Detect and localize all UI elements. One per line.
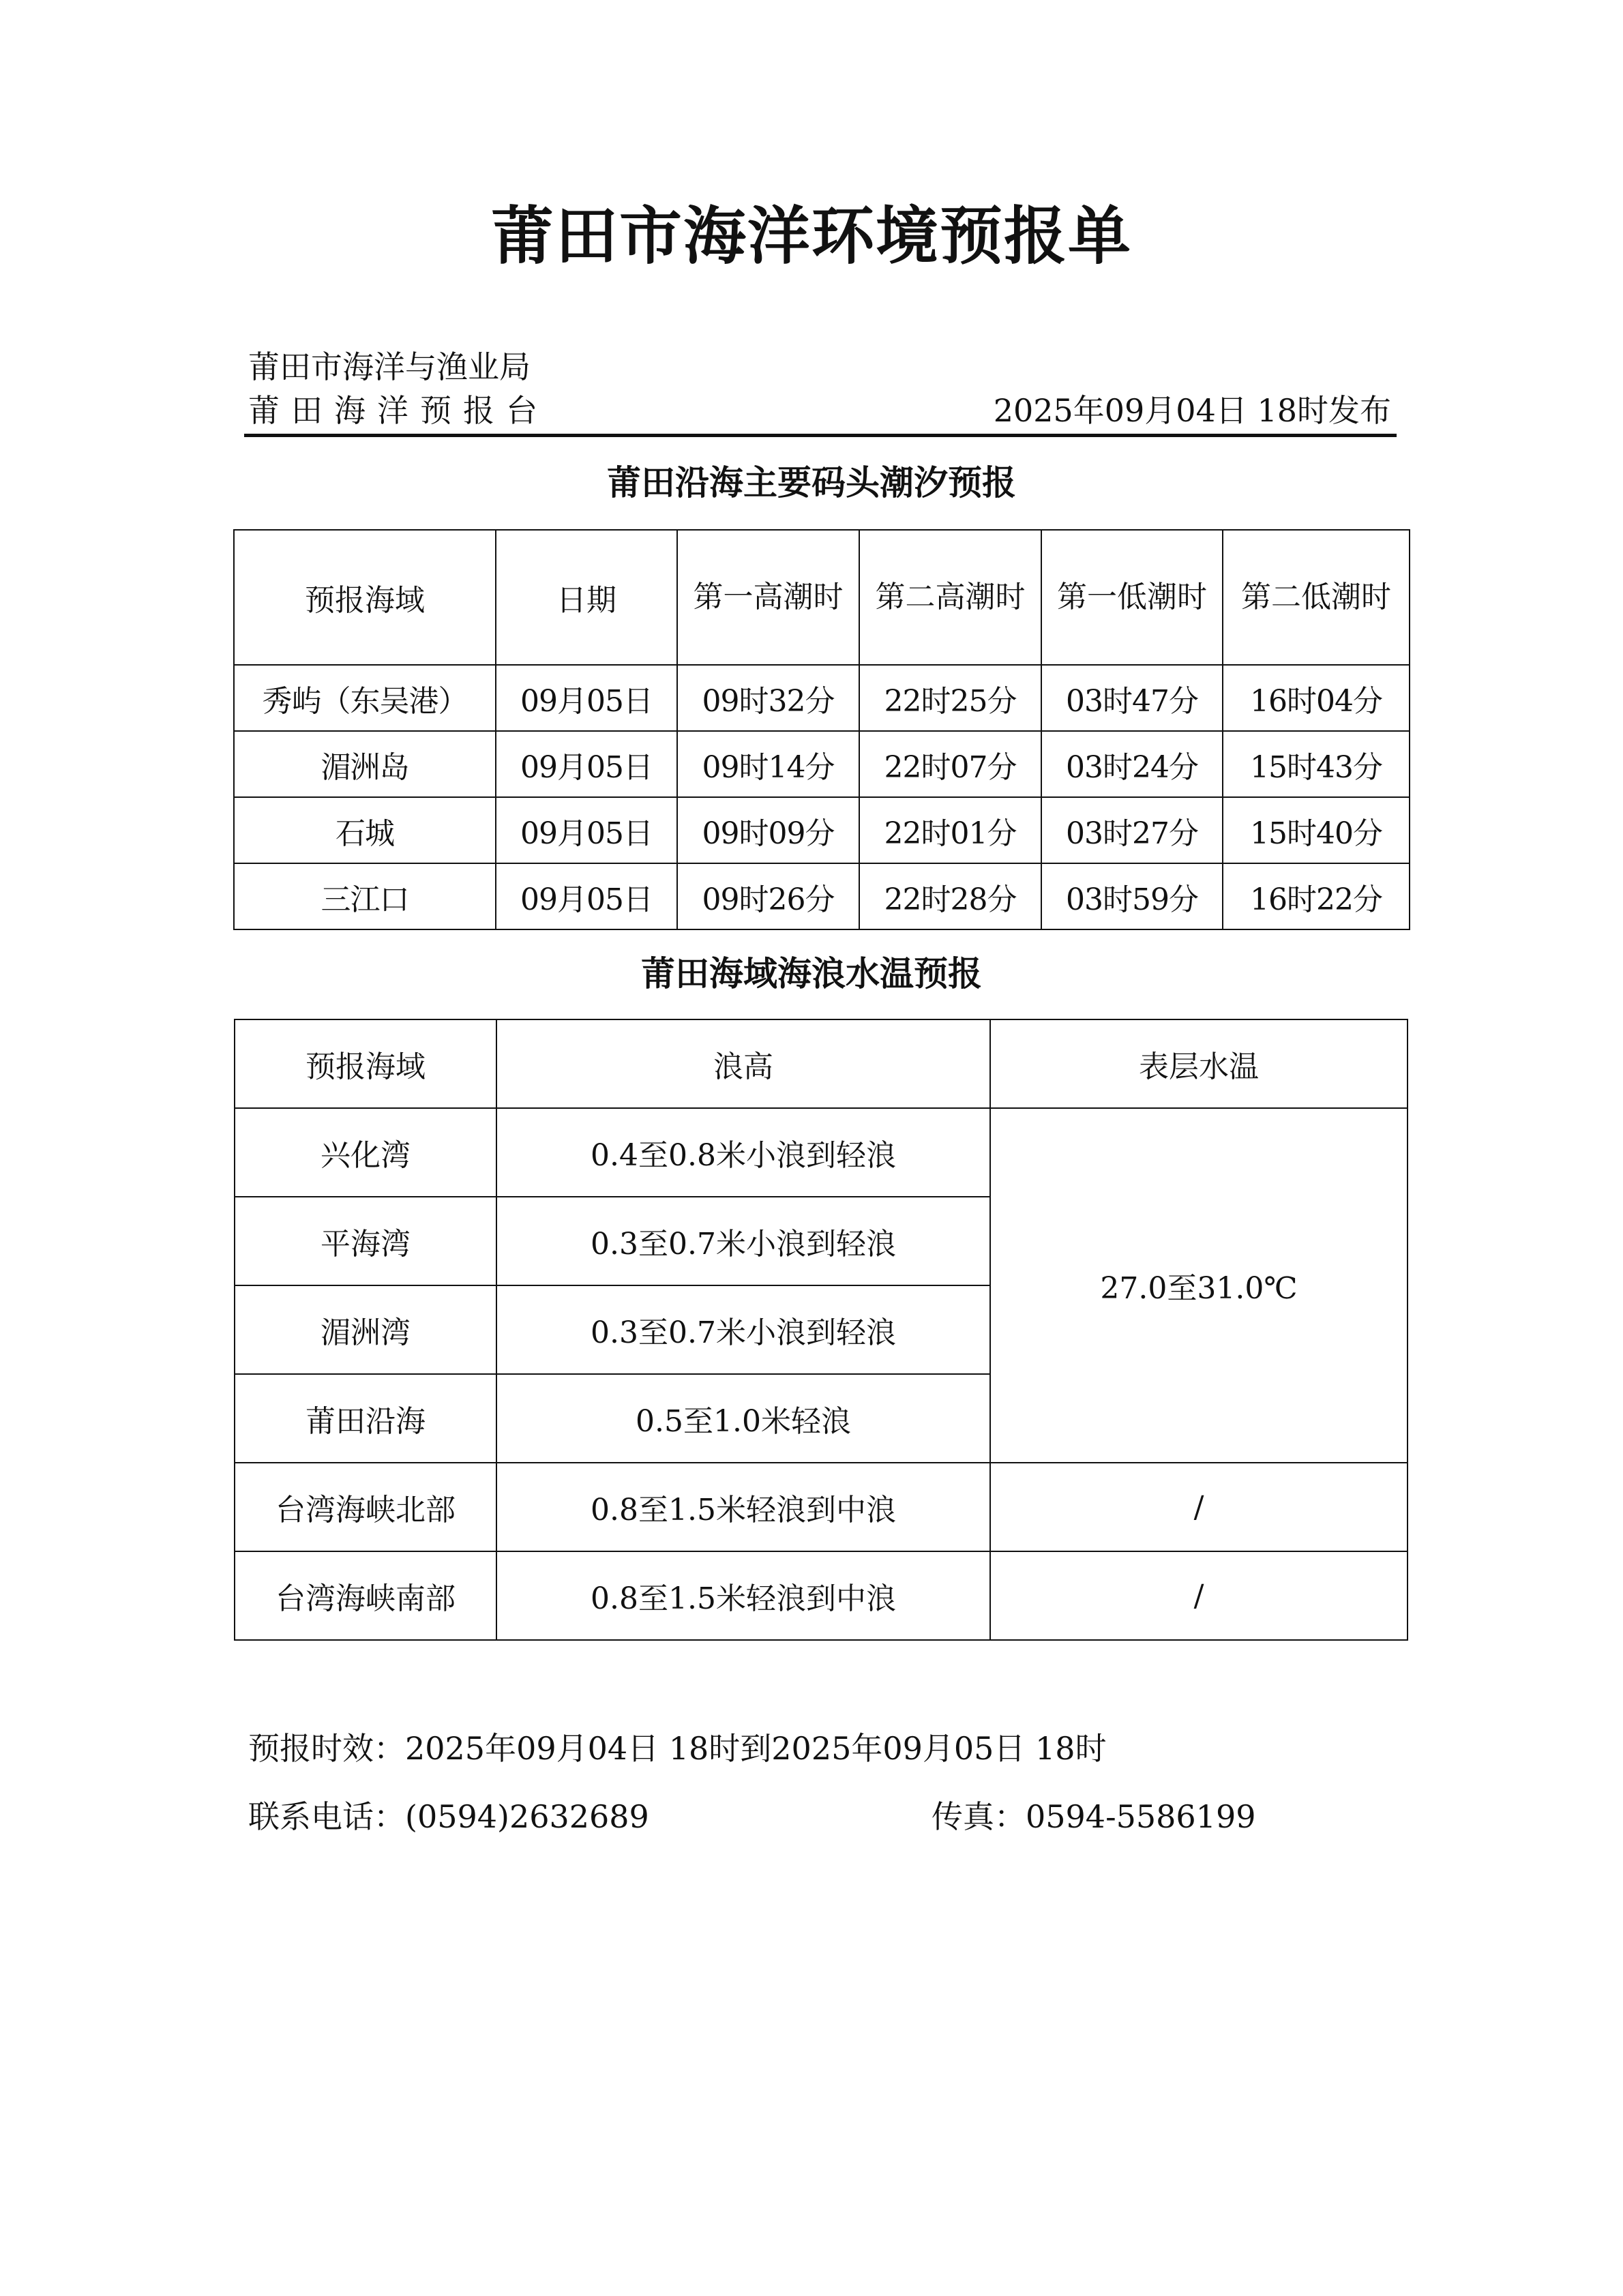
tide-area: 秀屿（东吴港） — [234, 665, 496, 731]
surface-temp-merged: 27.0至31.0℃ — [990, 1108, 1408, 1463]
table-row — [235, 1463, 1408, 1551]
tide-high2: 22时01分 — [859, 797, 1041, 863]
tide-forecast-table — [233, 529, 1410, 930]
wave-section-title: 莆田海域海浪水温预报 — [641, 954, 982, 994]
table-row — [234, 863, 1410, 929]
wave-area: 莆田沿海 — [235, 1374, 496, 1463]
tide-high1: 09时14分 — [677, 731, 859, 797]
tide-date: 09月05日 — [496, 797, 677, 863]
issuer-agency: 莆田市海洋与渔业局 — [248, 348, 531, 385]
tide-area: 石城 — [234, 797, 496, 863]
tide-high2: 22时07分 — [859, 731, 1041, 797]
issue-time: 2025年09月04日 18时发布 — [993, 392, 1391, 429]
table-row — [234, 797, 1410, 863]
issuer-station: 莆田海洋预报台 — [248, 392, 549, 429]
table-row — [235, 1551, 1408, 1640]
tide-header-row — [234, 530, 1410, 665]
wave-area: 兴化湾 — [235, 1108, 496, 1197]
tide-header-date: 日期 — [496, 530, 677, 665]
tide-low2: 16时22分 — [1223, 863, 1410, 929]
tide-high1: 09时09分 — [677, 797, 859, 863]
surface-temp: / — [990, 1551, 1408, 1640]
page-title: 莆田市海洋环境预报单 — [490, 200, 1132, 273]
wave-height: 0.3至0.7米小浪到轻浪 — [496, 1285, 990, 1374]
tide-low1: 03时47分 — [1041, 665, 1223, 731]
wave-header-height: 浪高 — [496, 1019, 990, 1108]
wave-header-area: 预报海域 — [235, 1019, 496, 1108]
wave-height: 0.4至0.8米小浪到轻浪 — [496, 1108, 990, 1197]
table-row — [234, 665, 1410, 731]
wave-height: 0.3至0.7米小浪到轻浪 — [496, 1197, 990, 1285]
tide-header-high2: 第二高潮时 — [859, 530, 1041, 665]
tide-header-area: 预报海域 — [234, 530, 496, 665]
tide-area: 三江口 — [234, 863, 496, 929]
table-row — [234, 731, 1410, 797]
wave-height: 0.5至1.0米轻浪 — [496, 1374, 990, 1463]
tide-date: 09月05日 — [496, 731, 677, 797]
tide-low2: 15时43分 — [1223, 731, 1410, 797]
wave-height: 0.8至1.5米轻浪到中浪 — [496, 1463, 990, 1551]
table-row — [235, 1108, 1408, 1197]
forecast-validity: 预报时效：2025年09月04日 18时到2025年09月05日 18时 — [248, 1730, 1107, 1767]
tide-date: 09月05日 — [496, 665, 677, 731]
tide-header-low2: 第二低潮时 — [1223, 530, 1410, 665]
tide-header-high1: 第一高潮时 — [677, 530, 859, 665]
tide-header-low1: 第一低潮时 — [1041, 530, 1223, 665]
wave-area: 台湾海峡北部 — [235, 1463, 496, 1551]
wave-temperature-table — [234, 1019, 1408, 1641]
wave-area: 平海湾 — [235, 1197, 496, 1285]
wave-header-temp: 表层水温 — [990, 1019, 1408, 1108]
tide-low1: 03时24分 — [1041, 731, 1223, 797]
header-divider — [244, 434, 1397, 437]
wave-area: 湄洲湾 — [235, 1285, 496, 1374]
tide-low2: 15时40分 — [1223, 797, 1410, 863]
wave-area: 台湾海峡南部 — [235, 1551, 496, 1640]
tide-high1: 09时26分 — [677, 863, 859, 929]
tide-section-title: 莆田沿海主要码头潮汐预报 — [607, 463, 1016, 503]
surface-temp: / — [990, 1463, 1408, 1551]
tide-high2: 22时25分 — [859, 665, 1041, 731]
tide-high2: 22时28分 — [859, 863, 1041, 929]
wave-header-row — [235, 1019, 1408, 1108]
tide-area: 湄洲岛 — [234, 731, 496, 797]
tide-low1: 03时59分 — [1041, 863, 1223, 929]
tide-date: 09月05日 — [496, 863, 677, 929]
tide-high1: 09时32分 — [677, 665, 859, 731]
tide-low2: 16时04分 — [1223, 665, 1410, 731]
tide-low1: 03时27分 — [1041, 797, 1223, 863]
contact-phone: 联系电话：(0594)2632689 — [248, 1798, 649, 1835]
contact-fax: 传真：0594-5586199 — [932, 1798, 1256, 1835]
wave-height: 0.8至1.5米轻浪到中浪 — [496, 1551, 990, 1640]
